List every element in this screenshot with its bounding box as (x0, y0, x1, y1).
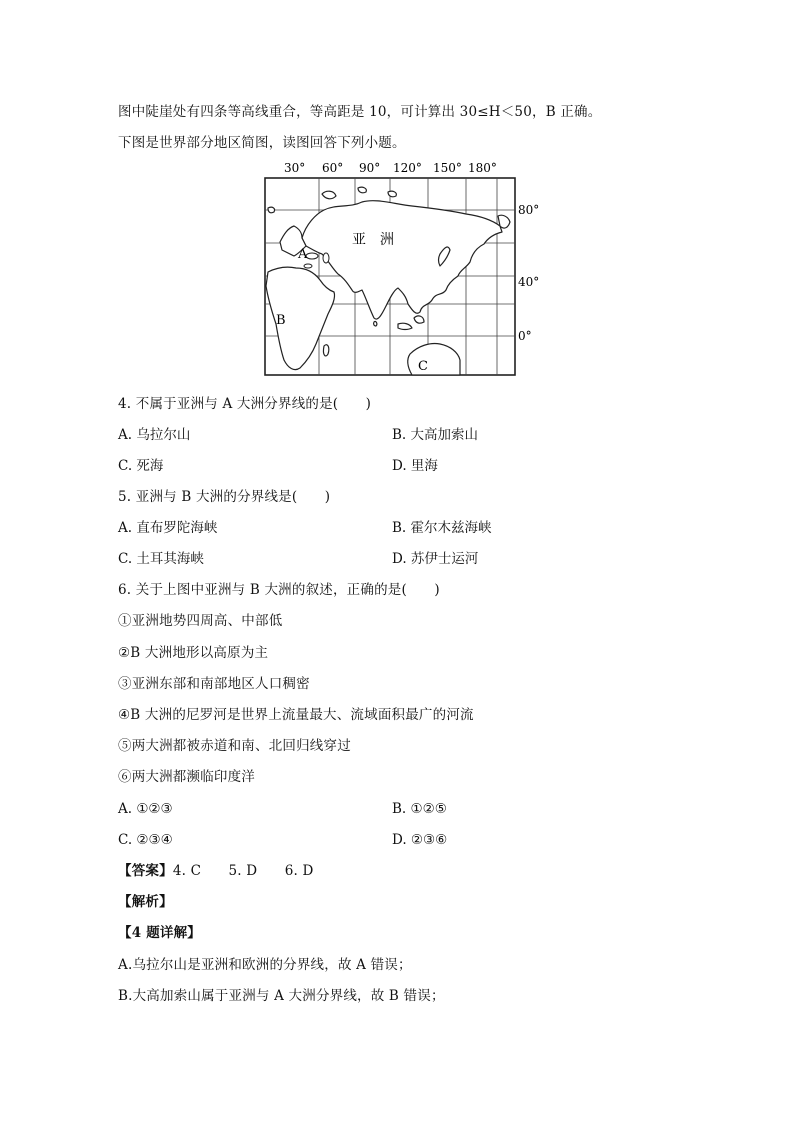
lat-label-80: 80° (518, 203, 540, 217)
q6-statement-6: ⑥两大洲都濒临印度洋 (118, 769, 255, 785)
lon-label-120: 120° (393, 161, 422, 175)
lat-label-0: 0° (518, 329, 532, 343)
lon-label-180: 180° (468, 161, 497, 175)
q5-option-c: C. 土耳其海峡 (118, 551, 204, 567)
analysis-subtitle: 【4 题详解】 (118, 925, 201, 941)
answer-text: 4. C 5. D 6. D (172, 863, 314, 879)
q6-option-c: C. ②③④ (118, 832, 173, 848)
q6-statement-3: ③亚洲东部和南部地区人口稠密 (118, 676, 310, 692)
analysis-title: 【解析】 (118, 894, 173, 910)
lon-label-90: 90° (359, 161, 381, 175)
q4-option-c: C. 死海 (118, 458, 164, 474)
q6-option-b: B. ①②⑤ (392, 801, 447, 817)
label-b: B (276, 313, 286, 328)
answer-label: 【答案】 (118, 863, 173, 879)
q6-statement-1: ①亚洲地势四周高、中部低 (118, 613, 283, 629)
intro-line-2: 下图是世界部分地区简图，读图回答下列小题。 (118, 135, 406, 151)
q5-stem: 5. 亚洲与 B 大洲的分界线是( ) (118, 489, 331, 505)
world-region-map (262, 158, 562, 380)
q5-option-d: D. 苏伊士运河 (392, 551, 479, 567)
q4-option-b: B. 大高加索山 (392, 427, 479, 443)
q6-statement-2: ②B 大洲地形以高原为主 (118, 645, 269, 661)
label-a: A (298, 247, 308, 262)
q6-statement-5: ⑤两大洲都被赤道和南、北回归线穿过 (118, 738, 351, 754)
q4-stem: 4. 不属于亚洲与 A 大洲分界线的是( ) (118, 396, 372, 412)
analysis-line-1: A.乌拉尔山是亚洲和欧洲的分界线，故 A 错误； (118, 957, 412, 973)
q5-option-b: B. 霍尔木兹海峡 (392, 520, 492, 536)
analysis-line-2: B.大高加索山属于亚洲与 A 大洲分界线，故 B 错误； (118, 988, 445, 1004)
lon-label-150: 150° (433, 161, 462, 175)
q5-option-a: A. 直布罗陀海峡 (118, 520, 218, 536)
answer-line (118, 862, 314, 880)
label-c: C (418, 359, 428, 374)
landmass-madagascar (323, 345, 328, 356)
lon-label-30: 30° (284, 161, 306, 175)
lat-label-40: 40° (518, 275, 540, 289)
q4-option-d: D. 里海 (392, 458, 438, 474)
q6-option-a: A. ①②③ (118, 801, 173, 817)
lon-label-60: 60° (322, 161, 344, 175)
q6-option-d: D. ②③⑥ (392, 832, 448, 848)
q4-option-a: A. 乌拉尔山 (118, 427, 191, 443)
q6-stem: 6. 关于上图中亚洲与 B 大洲的叙述，正确的是( ) (118, 582, 440, 598)
q6-statement-4: ④B 大洲的尼罗河是世界上流量最大、流域面积最广的河流 (118, 707, 474, 723)
label-asia: 亚 洲 (352, 232, 394, 248)
intro-line-1: 图中陡崖处有四条等高线重合，等高距是 10，可计算出 30≤H＜50，B 正确。 (118, 104, 602, 120)
